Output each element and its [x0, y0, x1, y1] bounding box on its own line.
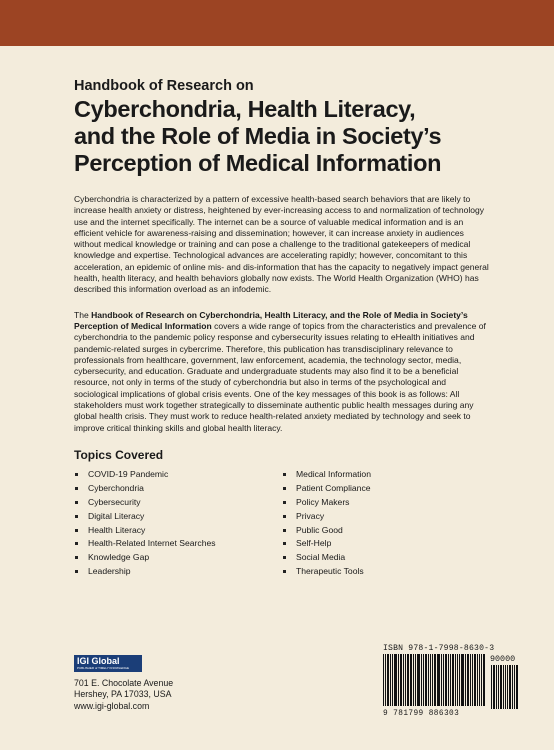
barcode-bar [434, 654, 436, 706]
barcode-bar [387, 654, 389, 706]
barcode-bar [394, 654, 397, 706]
barcode-bar [467, 654, 469, 706]
topic-item: Cyberchondria [74, 482, 282, 496]
barcode-bar [450, 654, 451, 706]
barcode-addon-bars [491, 665, 519, 709]
topics-column-left [74, 468, 282, 579]
topic-item: Policy Makers [282, 496, 490, 510]
barcode-bar [448, 654, 449, 706]
barcode-bar [392, 654, 393, 706]
logo-tagline: PUBLISHER of TIMELY KNOWLEDGE [77, 666, 130, 670]
barcode-bar [514, 665, 515, 709]
barcode-bar [493, 665, 495, 709]
publisher-website: www.igi-global.com [74, 700, 150, 711]
barcode-bar [483, 654, 485, 706]
logo-name: IGI Global [77, 656, 120, 666]
barcode-bar [445, 654, 447, 706]
barcode-bar [383, 654, 384, 706]
barcode-bars [383, 654, 515, 709]
barcode-bar [385, 654, 386, 706]
barcode-bar [437, 654, 440, 706]
barcode-bar [441, 654, 442, 706]
topic-item: Digital Literacy [74, 510, 282, 524]
barcode-bar [509, 665, 511, 709]
barcode-bar [505, 665, 506, 709]
barcode-bar [481, 654, 482, 706]
barcode-bar [498, 665, 499, 709]
barcode-bar [491, 665, 492, 709]
barcode-bar [457, 654, 458, 706]
barcode-bar [479, 654, 480, 706]
barcode-bar [423, 654, 424, 706]
isbn-barcode [383, 644, 515, 718]
topic-item: Therapeutic Tools [282, 565, 490, 579]
barcode-bar [477, 654, 478, 706]
description-paragraph-2 [74, 310, 490, 434]
barcode-bar [400, 654, 402, 706]
paragraph-2-body: covers a wide range of topics from the characteristics and prevalence of cyberchondria to the pandemic policy response and cybersecurity issues relating to eHealth initiatives and pandemic-related surges in cybercrime. Therefore, this publication has transdisciplinary relevance to professionals from healthcare, government, law enforcement, academia, the technology sector, media, cybersecurity, and education. Graduate and undergraduate students may also find it to be a beneficial resource, not only in terms of the study of cyberchondria but also in terms of the psychological and sociological implications of global crisis events. One of the key messages of this book is as follows: All stakeholders must work together strategically to disseminate authentic public health messages during any global health crisis. They must work to reduce health-related anxiety mediated by technology and seek to improve critical thinking skills and global health literacy. [74, 320, 486, 433]
topic-item: Social Media [282, 551, 490, 565]
description-paragraph-1: Cyberchondria is characterized by a pattern of excessive health-based search behaviors that are likely to increase health anxiety or distress, heightened by ever-increasing access to and normalization of technology use and the internet specifically. The internet can be a source of valuable medical information and is an efficient vehicle for awareness-raising and dissemination; however, it can increase anxiety in audiences without medical knowledge or training and can pose a challenge to the traditional gatekeepers of medical knowledge and expertise. Technological advances are accelerating rapidly; however, concomitant to this acceleration, an epidemic of online mis- and dis-information that has the capacity to negatively impact general health, health literacy, and health behaviors globally now exists. The World Health Organization (WHO) has described this information overload as an infodemic. [74, 194, 489, 295]
topics-heading: Topics Covered [74, 447, 164, 462]
barcode-bar [455, 654, 456, 706]
barcode-bar [432, 654, 433, 706]
barcode-bar [500, 665, 502, 709]
barcode-bar [430, 654, 431, 706]
barcode-bar [459, 654, 460, 706]
barcode-bar [443, 654, 444, 706]
topic-item: Health Literacy [74, 524, 282, 538]
topics-column-right [282, 468, 490, 579]
address-line: 701 E. Chocolate Avenue [74, 678, 174, 688]
barcode-main-bars [383, 654, 486, 706]
barcode-bar [413, 654, 414, 706]
ean-number: 9 781799 886303 [383, 710, 460, 718]
topic-item: Patient Compliance [282, 482, 490, 496]
topic-item: Medical Information [282, 468, 490, 482]
topic-item: Leadership [74, 565, 282, 579]
price-code: 90000 [490, 654, 516, 664]
publisher-block [74, 655, 173, 712]
book-title-line-1: Cyberchondria, Health Literacy, [74, 96, 416, 122]
barcode-bar [465, 654, 466, 706]
barcode-bar [428, 654, 429, 706]
barcode-bar [512, 665, 513, 709]
isbn-text: ISBN 978-1-7998-8630-3 [383, 644, 495, 653]
topic-item: COVID-19 Pandemic [74, 468, 282, 482]
barcode-bar [407, 654, 409, 706]
barcode-bar [425, 654, 427, 706]
topic-item: Self-Help [282, 537, 490, 551]
barcode-bar [452, 654, 454, 706]
paragraph-2-prefix: The [74, 309, 92, 320]
barcode-bar [415, 654, 416, 706]
topic-item: Cybersecurity [74, 496, 282, 510]
topic-item: Knowledge Gap [74, 551, 282, 565]
barcode-bar [472, 654, 473, 706]
igi-global-logo [74, 655, 142, 672]
barcode-bar [421, 654, 422, 706]
barcode-bar [390, 654, 391, 706]
topic-item: Privacy [282, 510, 490, 524]
barcode-bar [496, 665, 497, 709]
book-title-line-3: Perception of Medical Information [74, 150, 442, 176]
top-color-band [0, 0, 554, 46]
barcode-bar [398, 654, 399, 706]
barcode-bar [461, 654, 464, 706]
topic-item: Public Good [282, 524, 490, 538]
barcode-bar [403, 654, 404, 706]
barcode-bar [405, 654, 406, 706]
topic-item: Health-Related Internet Searches [74, 537, 282, 551]
back-cover-content [74, 78, 490, 579]
barcode-bar [474, 654, 476, 706]
book-title [74, 96, 490, 177]
book-title-line-2: and the Role of Media in Society’s [74, 123, 442, 149]
barcode-bar [470, 654, 471, 706]
barcode-bar [516, 665, 518, 709]
paragraph-2-book-title: Handbook of Research on Cyberchondria, Health Literacy, and the Role of Media in Society’s Perception of Medical Information [74, 309, 468, 331]
barcode-bar [503, 665, 504, 709]
barcode-bar [507, 665, 508, 709]
series-title: Handbook of Research on [74, 78, 254, 94]
barcode-bar [417, 654, 420, 706]
address-line: Hershey, PA 17033, USA [74, 689, 172, 700]
topics-list [74, 468, 490, 579]
barcode-bar [410, 654, 412, 706]
